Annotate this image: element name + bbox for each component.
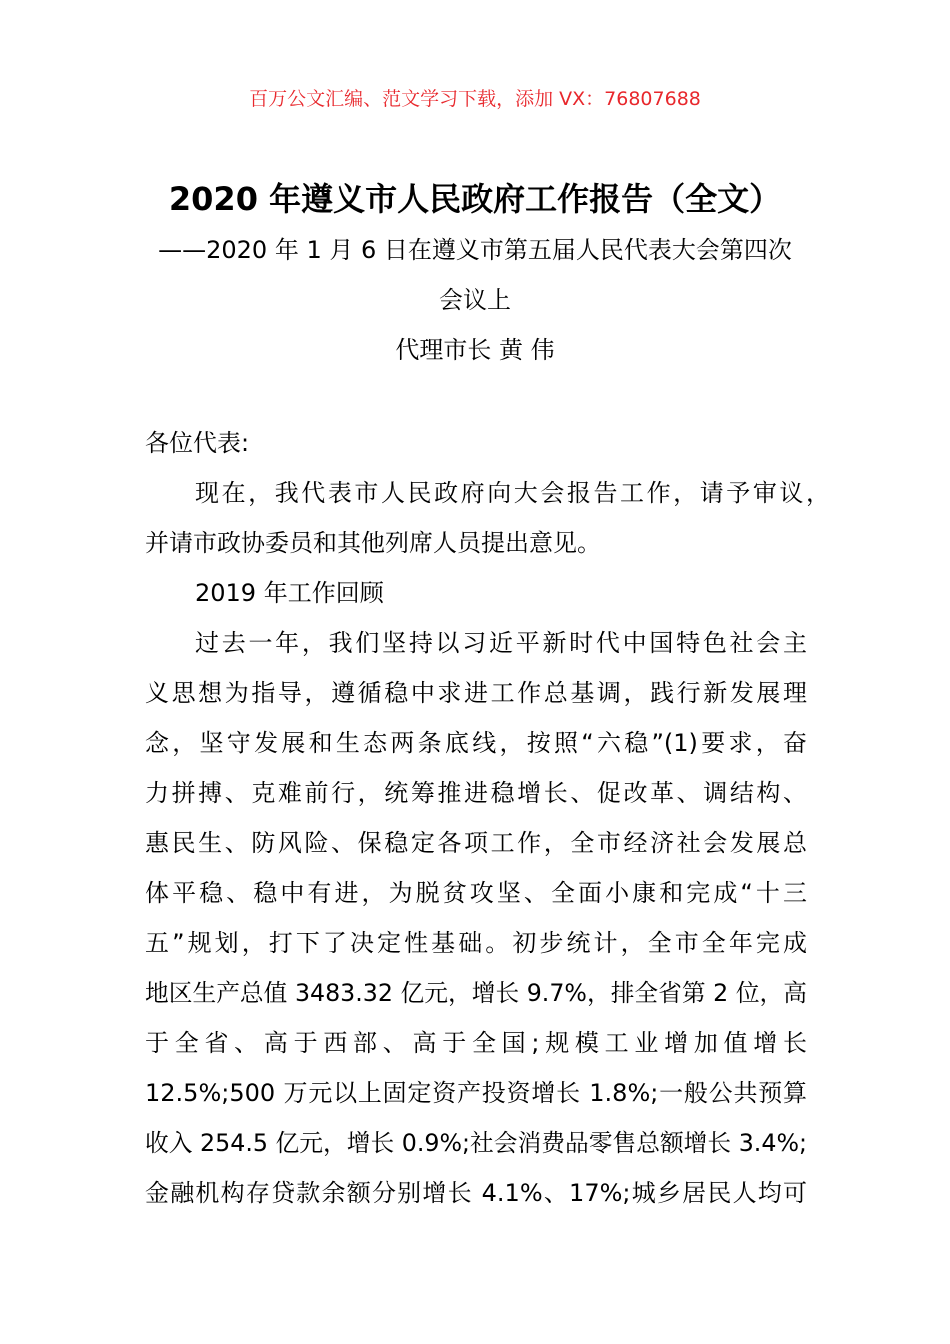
- body-line: 力拼搏、克难前行，统筹推进稳增长、促改革、调结构、: [145, 779, 807, 807]
- author-line: 代理市长 黄 伟: [395, 336, 555, 364]
- body-line: 过去一年，我们坚持以习近平新时代中国特色社会主: [195, 629, 807, 657]
- body-line: 体平稳、稳中有进，为脱贫攻坚、全面小康和完成“十三: [145, 879, 807, 907]
- body-line: 惠民生、防风险、保稳定各项工作，全市经济社会发展总: [145, 829, 807, 857]
- body-line: 义思想为指导，遵循稳中求进工作总基调，践行新发展理: [145, 679, 807, 707]
- subtitle-line-1: ——2020 年 1 月 6 日在遵义市第五届人民代表大会第四次: [158, 236, 792, 264]
- body-line: 并请市政协委员和其他列席人员提出意见。: [145, 529, 601, 557]
- section-heading: 2019 年工作回顾: [195, 579, 384, 607]
- body-line: 收入 254.5 亿元，增长 0.9%;社会消费品零售总额增长 3.4%;: [145, 1129, 807, 1157]
- body-line: 现在，我代表市人民政府向大会报告工作，请予审议，: [195, 479, 830, 507]
- body-line: 金融机构存贷款余额分别增长 4.1%、17%;城乡居民人均可: [145, 1179, 807, 1207]
- salutation: 各位代表:: [145, 429, 250, 457]
- body-line: 念，坚守发展和生态两条底线，按照“六稳”(1)要求，奋: [145, 729, 807, 757]
- document-title: 2020 年遵义市人民政府工作报告（全文）: [168, 180, 782, 218]
- subtitle-line-2: 会议上: [439, 286, 511, 314]
- body-line: 于全省、高于西部、高于全国;规模工业增加值增长: [145, 1029, 807, 1057]
- body-line: 五”规划，打下了决定性基础。初步统计，全市全年完成: [145, 929, 807, 957]
- body-line: 地区生产总值 3483.32 亿元，增长 9.7%，排全省第 2 位，高: [145, 979, 807, 1007]
- body-line: 12.5%;500 万元以上固定资产投资增长 1.8%;一般公共预算: [145, 1079, 807, 1107]
- watermark-banner: 百万公文汇编、范文学习下载，添加 VX：76807688: [249, 88, 701, 110]
